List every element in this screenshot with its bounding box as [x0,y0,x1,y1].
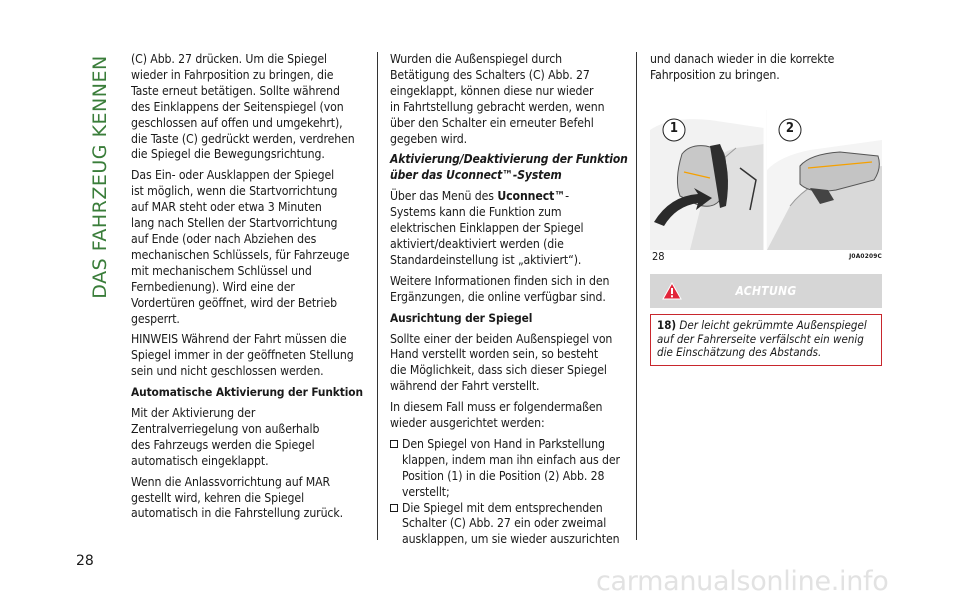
paragraph: Wurden die Außenspiegel durch Betätigung des Schalters (C) Abb. 27 eingeklappt, können diese nur wieder in Fahrtstellung gebracht werden, wenn über den Schalter ein erneuter Befehl gegeben wird. [390,52,605,146]
warning-header [650,274,882,308]
watermark: carmanualsonline.info [596,566,889,597]
paragraph: Das Ein- oder Ausklappen der Spiegel ist möglich, wenn die Startvorrichtung auf MAR steht oder etwa 3 Minuten lang nach Stellen der Startvorrichtung auf Ende (oder nach Abziehen des mechanischen Schlüssels, für Fahrzeuge mit mechanischem Schlüssel und Fernbedienung). Wird eine der Vordertüren geöffnet, wird der Betrieb gesperrt. [131,168,350,326]
figure-code: J0A0209C [849,252,882,260]
figure-number: 28 [652,250,665,263]
warning-box [650,314,882,366]
paragraph: HINWEIS Während der Fahrt müssen die Spiegel immer in der geöffneten Stellung sein und nicht geschlossen werden. [131,332,354,379]
warning-text: Der leicht gekrümmte Außenspiegel auf der Fahrerseite verfälscht ein wenig die Einschätzung des Abstands. [657,318,867,359]
warning-number: 18) [657,318,677,332]
bullet-text: Den Spiegel von Hand in Parkstellung klappen, indem man ihn einfach aus der Position (1) in die Position (2) Abb. 28 verstellt; [402,436,620,499]
bullet-item [390,501,628,549]
figure-caption [650,250,882,264]
text-run: Über das Menü des [390,189,498,204]
column-divider [377,52,378,540]
paragraph [390,189,628,269]
page-number: 28 [76,553,94,569]
paragraph: und danach wieder in die korrekte Fahrposition zu bringen. [650,52,835,82]
column-3 [650,52,890,89]
uconnect-brand: Uconnect™ [497,189,566,204]
chapter-title-text: DAS FAHRZEUG KENNEN [89,55,111,299]
paragraph: (C) Abb. 27 drücken. Um die Spiegel wieder in Fahrposition zu bringen, die Taste erneut betätigen. Sollte während des Einklappens der Seitenspiegel (von geschlossen auf offen und umgekehrt), die Taste (C) gedrückt werden, verdrehen die Spiegel die Bewegungsrichtung. [131,52,355,162]
checkbox-bullet-icon [390,504,398,512]
position-1-label: 1 [669,121,679,136]
chapter-title [86,46,114,308]
bullet-item [390,437,628,501]
paragraph: Sollte einer der beiden Außenspiegel von Hand verstellt worden sein, so besteht die Möglichkeit, dass sich dieser Spiegel während der Fahrt verstellt. [390,331,613,394]
section-heading: Ausrichtung der Spiegel [390,310,533,325]
bullet-text: Die Spiegel mit dem entsprechenden Schalter (C) Abb. 27 ein oder zweimal ausklappen, um sie wieder auszurichten [402,500,620,547]
text-run: - Systems kann die Funktion zum elektrischen Einklappen der Spiegel aktiviert/deaktiviert werden (die Standardeinstellung ist „aktiviert“). [390,189,584,267]
paragraph: Mit der Aktivierung der Zentralverriegelung von außerhalb des Fahrzeugs werden die Spiegel automatisch eingeklappt. [131,406,320,468]
column-2 [390,52,628,548]
paragraph: Weitere Informationen finden sich in den Ergänzungen, die online verfügbar sind. [390,273,610,304]
paragraph: Wenn die Anlassvorrichtung auf MAR gestellt wird, kehren die Spiegel automatisch in die Fahrstellung zurück. [131,474,343,521]
warning-title: ACHTUNG [735,284,797,298]
checkbox-bullet-icon [390,440,398,448]
mirror-figure [650,110,882,260]
paragraph: In diesem Fall muss er folgendermaßen wieder ausgerichtet werden: [390,400,603,431]
column-divider [636,52,637,540]
section-heading: Aktivierung/Deaktivierung der Funktion über das Uconnect™-System [390,152,628,183]
column-1 [131,52,369,527]
section-heading: Automatische Aktivierung der Funktion [131,385,363,400]
position-2-label: 2 [785,121,795,136]
